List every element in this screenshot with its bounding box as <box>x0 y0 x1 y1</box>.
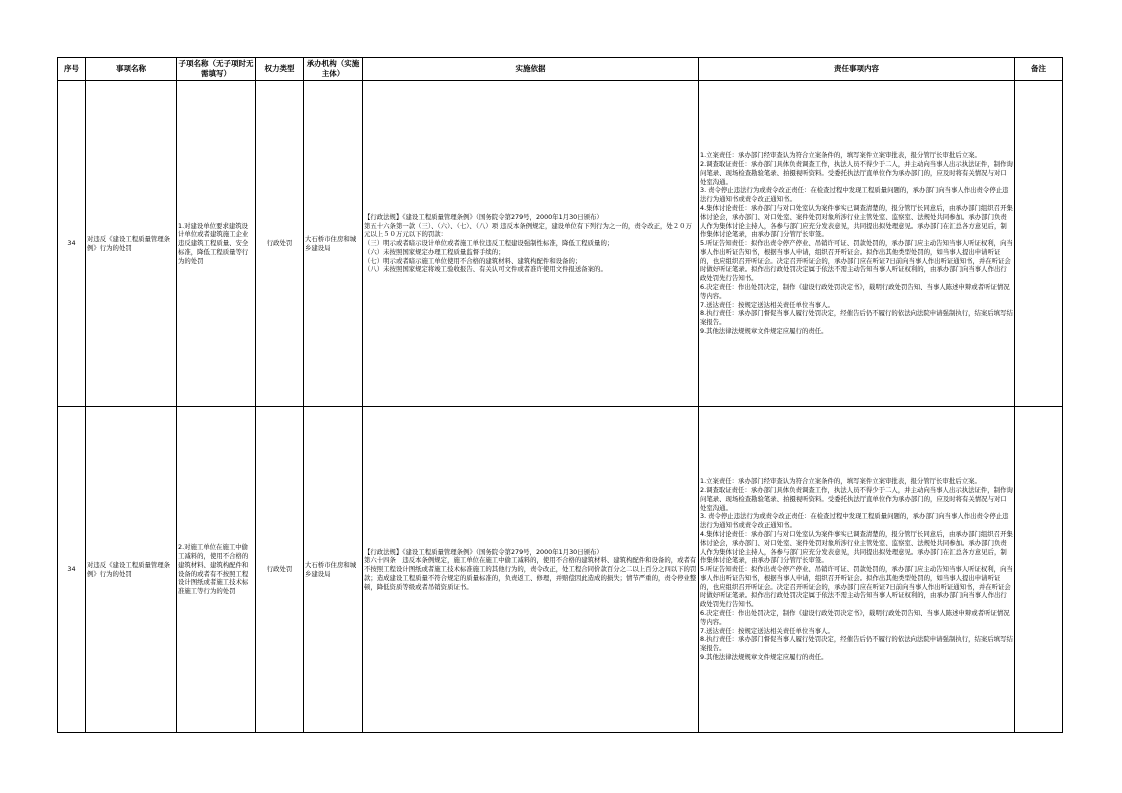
responsibility-item: 9.其他法律法规规章文件规定应履行的责任。 <box>700 327 828 336</box>
responsibility-item: 6.决定责任：作出处罚决定，制作《建设行政处罚决定书》，载明行政处罚告知、当事人陈述申辩或者听证情况等内容。 <box>700 283 1010 300</box>
cell-power-type: 行政处罚 <box>256 407 304 733</box>
responsibility-item: 8.执行责任：承办部门督促当事人履行处罚决定，经催告后仍不履行的依法向法院申请强制执行，结案后填写结案报告。 <box>700 309 1013 327</box>
cell-remarks <box>1015 407 1063 733</box>
responsibility-item: 5.听证告知责任：拟作出责令停产停业、吊销许可证、罚款处罚的，承办部门应主动告知当事人听证权利，向当事人作出听证告知书，根据当事人申请，组织召开听证会。拟作出其他类型处罚的，如当事人提出申请听证的，也应组织召开听证会。决定召开听证会的，承办部门应在听证7日前向当事人作出听证通知书，并在听证会时做好听证笔录。拟作出行政处罚决定属于依法不需主动告知当事人听证权利的，由承办部门向当事人作出行政处罚先行告知书。 <box>700 565 1013 609</box>
responsibility-item: 9.其他法律法规规章文件规定应履行的责任。 <box>700 653 828 662</box>
cell-sub-item: 2.对施工单位在施工中偷工减料的，使用不合格的建筑材料、建筑构配件和设备的或者有不按照工程设计图纸或者施工技术标准施工等行为的处罚 <box>177 407 256 733</box>
responsibility-item: 8.执行责任：承办部门督促当事人履行处罚决定，经催告后仍不履行的依法向法院申请强制执行，结案后填写结案报告。 <box>700 635 1013 653</box>
cell-power-type: 行政处罚 <box>256 81 304 407</box>
header-row <box>58 58 1063 81</box>
cell-agency: 大石桥市住房和城乡建设局 <box>304 407 363 733</box>
cell-basis: 【行政法规】《建设工程质量管理条例》（国务院令第279号，2000年1月30日颁布） 第六十四条 违反本条例规定，施工单位在施工中偷工减料的，使用不合格的建筑材料、建筑构配件和设备的，或者有不按照工程设计图纸或者施工技术标准施工的其他行为的，责令改正，处工程合同价款百分之二以上百分之四以下的罚款；造成建设工程质量不符合规定的质量标准的，负责返工、修理，并赔偿因此造成的损失；情节严重的，责令停业整顿，降低资质等级或者吊销资质证书。 <box>363 407 699 733</box>
header-responsibility: 责任事项内容 <box>699 58 1015 81</box>
responsibility-item: 7.送达责任：按规定送达相关责任单位当事人。 <box>700 626 834 635</box>
responsibility-item: 1.立案责任：承办部门经审查认为符合立案条件的，填写案件立案审批表，报分管厅长审批后立案。 <box>700 477 981 486</box>
responsibility-item: 3. 责令停止违法行为或责令改正责任：在检查过程中发现工程质量问题的，承办部门向当事人作出责令停止违法行为通知书或责令改正通知书。 <box>700 512 1009 530</box>
table-row <box>58 81 1063 407</box>
header-item-name: 事项名称 <box>86 58 177 81</box>
header-power-type: 权力类型 <box>256 58 304 81</box>
header-sub-item: 子项名称（无子项时无需填写） <box>177 58 256 81</box>
cell-item-name: 对违反《建设工程质量管理条例》行为的处罚 <box>86 407 177 733</box>
header-agency: 承办机构（实施主体） <box>304 58 363 81</box>
cell-basis: 【行政法规】《建设工程质量管理条例》（国务院令第279号，2000年1月30日颁布） 第五十六条第一款（三）、（六）、（七）、（八）项 违反本条例规定，建设单位有下列行为之一的，责令改正，处２０万元以上５０万元以下的罚款： （三）明示或者暗示设计单位或者施工单位违反工程建设强制性标准，降低工程质量的； （六）未按照国家规定办理工程质量监督手续的； （七）明示或者暗示施工单位使用不合格的建筑材料、建筑构配件和设备的； （八）未按照国家规定将竣工验收报告、有关认可文件或者准许使用文件报送备案的。 <box>363 81 699 407</box>
cell-sub-item: 1.对建设单位要求建筑设计单位或者建筑施工企业违反建筑工程质量、安全标准，降低工程质量等行为的处罚 <box>177 81 256 407</box>
responsibility-item: 4.集体讨论责任：承办部门与对口处室认为案件事实已调查清楚的，报分管厅长同意后，由承办部门组织召开集体讨论会，承办部门、对口处室、案件处罚对象所涉行业主管处室、监察室、法规处共同参加。承办部门负责人作为集体讨论主持人，各参与部门应充分发表意见，共同提出拟处理意见。承办部门在汇总各方意见后，制作集体讨论笔录，由承办部门分管厅长审签。 <box>700 529 1013 565</box>
responsibility-item: 5.听证告知责任：拟作出责令停产停业、吊销许可证、罚款处罚的，承办部门应主动告知当事人听证权利，向当事人作出听证告知书，根据当事人申请，组织召开听证会。拟作出其他类型处罚的，如当事人提出申请听证的，也应组织召开听证会。决定召开听证会的，承办部门应在听证7日前向当事人作出听证通知书，并在听证会时做好听证笔录。拟作出行政处罚决定属于依法不需主动告知当事人听证权利的，由承办部门向当事人作出行政处罚先行告知书。 <box>700 239 1013 283</box>
cell-agency: 大石桥市住房和城乡建设局 <box>304 81 363 407</box>
responsibility-item: 7.送达责任：按规定送达相关责任单位当事人。 <box>700 300 834 309</box>
header-remarks: 备注 <box>1015 58 1063 81</box>
responsibility-item: 4.集体讨论责任：承办部门与对口处室认为案件事实已调查清楚的，报分管厅长同意后，由承办部门组织召开集体讨论会，承办部门、对口处室、案件处罚对象所涉行业主管处室、监察室、法规处共同参加。承办部门负责人作为集体讨论主持人，各参与部门应充分发表意见，共同提出拟处理意见。承办部门在汇总各方意见后，制作集体讨论笔录，由承办部门分管厅长审签。 <box>700 203 1013 239</box>
cell-item-name: 对违反《建设工程质量管理条例》行为的处罚 <box>86 81 177 407</box>
responsibility-item: 2.调查取证责任：承办部门具体负责调查工作，执法人员不得少于二人，并主动向当事人出示执法证件，制作询问笔录、现场检查勘验笔录、拍摄视听资料。受委托执法厅直单位作为承办部门的，应及时将有关情况与对口处室沟通。 <box>700 485 1013 512</box>
responsibility-item: 1.立案责任：承办部门经审查认为符合立案条件的，填写案件立案审批表，报分管厅长审批后立案。 <box>700 151 981 160</box>
power-list-table <box>57 57 1063 733</box>
cell-seq: 34 <box>58 81 86 407</box>
cell-seq: 34 <box>58 407 86 733</box>
responsibility-item: 3. 责令停止违法行为或责令改正责任：在检查过程中发现工程质量问题的，承办部门向当事人作出责令停止违法行为通知书或责令改正通知书。 <box>700 186 1009 204</box>
cell-responsibility <box>699 407 1015 733</box>
cell-remarks <box>1015 81 1063 407</box>
responsibility-item: 2.调查取证责任：承办部门具体负责调查工作，执法人员不得少于二人，并主动向当事人出示执法证件，制作询问笔录、现场检查勘验笔录、拍摄视听资料。受委托执法厅直单位作为承办部门的，应及时将有关情况与对口处室沟通。 <box>700 159 1013 186</box>
table-row <box>58 407 1063 733</box>
header-seq: 序号 <box>58 58 86 81</box>
responsibility-item: 6.决定责任：作出处罚决定，制作《建设行政处罚决定书》，载明行政处罚告知、当事人陈述申辩或者听证情况等内容。 <box>700 609 1010 626</box>
cell-responsibility <box>699 81 1015 407</box>
header-basis: 实施依据 <box>363 58 699 81</box>
